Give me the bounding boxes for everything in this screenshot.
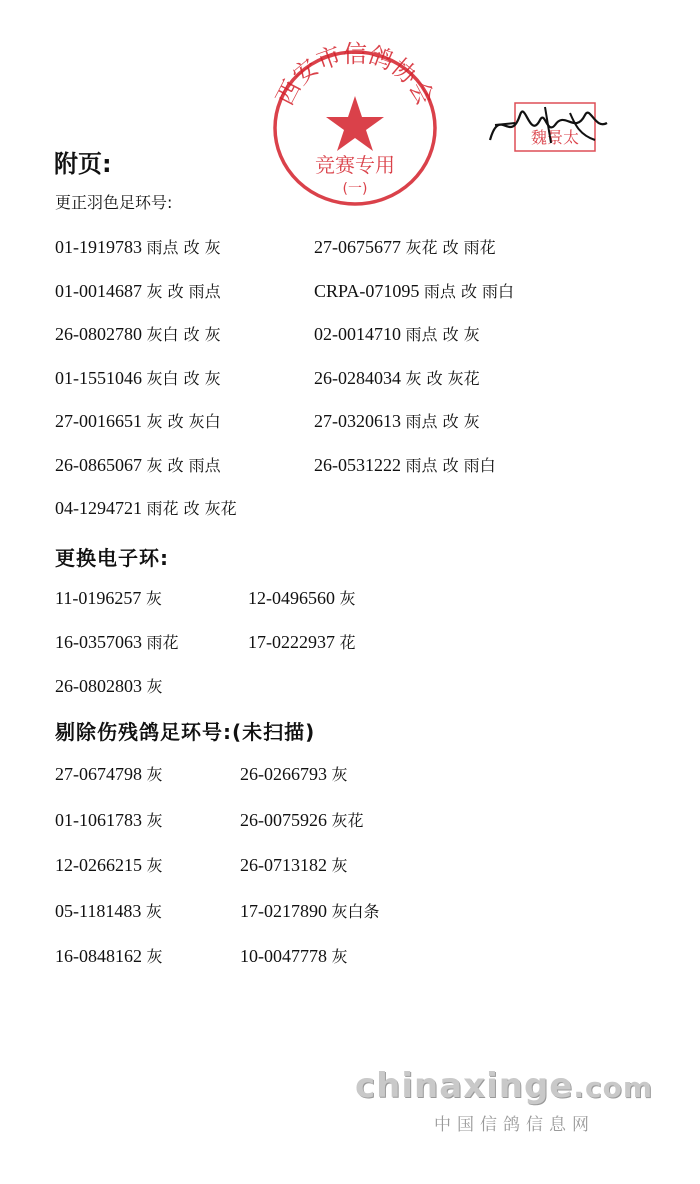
ring-number: 26-0802780 xyxy=(55,324,147,344)
ring-number: 01-0014687 xyxy=(55,280,147,301)
ring-entry xyxy=(240,944,348,967)
ring-number: 16-0357063 xyxy=(55,632,147,652)
ring-color-note: 灰 xyxy=(146,947,163,966)
ring-number: 27-0674798 xyxy=(55,764,147,784)
ring-entry xyxy=(55,453,221,476)
ring-number: 26-0075926 xyxy=(240,809,332,830)
ring-number: 27-0016651 xyxy=(55,411,147,431)
ring-entry xyxy=(248,586,356,609)
ring-entry xyxy=(55,279,221,302)
ring-number: 26-0284034 xyxy=(314,367,406,388)
ring-entry xyxy=(55,853,163,876)
watermark-site: chinaxinge.com xyxy=(355,1066,654,1106)
signature xyxy=(485,95,610,160)
ring-color-note: 灰白 改 灰 xyxy=(146,325,221,344)
ring-number: 01-1919783 xyxy=(55,237,147,257)
ring-number: 12-0496560 xyxy=(248,588,340,608)
ring-color-note: 灰 xyxy=(331,765,348,784)
ring-number: 10-0047778 xyxy=(240,946,332,966)
ring-number: CRPA-071095 xyxy=(314,280,424,301)
ring-entry xyxy=(248,630,356,653)
ring-color-note: 灰 xyxy=(146,765,163,784)
ring-entry xyxy=(55,630,179,653)
ring-color-note: 灰 xyxy=(145,589,162,608)
ring-color-note: 雨点 改 灰 xyxy=(405,412,480,431)
ring-color-note: 灰 xyxy=(339,589,356,608)
ring-color-note: 花 xyxy=(339,633,356,652)
ring-entry xyxy=(240,853,348,876)
ring-entry xyxy=(240,762,348,785)
ring-color-note: 雨点 改 灰 xyxy=(146,238,221,257)
ring-entry xyxy=(55,762,163,785)
ring-entry xyxy=(55,409,221,432)
ring-color-note: 灰 xyxy=(146,810,163,830)
ring-number: 11-0196257 xyxy=(55,588,146,608)
ring-color-note: 灰 改 灰白 xyxy=(146,412,221,431)
ring-entry xyxy=(55,496,237,519)
ring-color-note: 灰 xyxy=(331,856,348,875)
ring-number: 01-1061783 xyxy=(55,809,147,830)
ring-number: 26-0266793 xyxy=(240,764,332,784)
svg-text:魏景太: 魏景太 xyxy=(530,128,580,147)
ring-color-note: 灰白条 xyxy=(331,901,380,921)
ring-entry xyxy=(55,944,163,967)
ring-entry xyxy=(55,366,221,389)
ring-entry xyxy=(55,674,163,697)
ring-entry xyxy=(55,235,221,258)
ring-color-note: 灰花 xyxy=(331,810,364,830)
ring-color-note: 灰 xyxy=(331,947,348,966)
ring-entry xyxy=(314,409,480,432)
ring-entry xyxy=(314,453,496,476)
ring-entry xyxy=(314,235,496,258)
ring-number: 26-0865067 xyxy=(55,454,147,475)
ring-entry xyxy=(240,808,364,831)
ring-color-note: 灰白 改 灰 xyxy=(146,368,221,388)
ring-color-note: 灰 xyxy=(145,901,162,921)
seal-star-icon xyxy=(326,96,384,151)
ring-number: 26-0802803 xyxy=(55,676,147,696)
ring-entry xyxy=(240,899,380,922)
ring-number: 27-0320613 xyxy=(314,411,406,431)
section-correction-heading: 更正羽色足环号: xyxy=(55,193,173,212)
svg-text:(一): (一) xyxy=(342,181,368,197)
ring-color-note: 雨点 改 灰 xyxy=(405,325,480,344)
ring-number: 01-1551046 xyxy=(55,367,147,388)
ring-number: 04-1294721 xyxy=(55,498,147,518)
ring-number: 16-0848162 xyxy=(55,946,147,966)
ring-number: 26-0531222 xyxy=(314,454,406,475)
ring-entry xyxy=(314,366,480,389)
ring-color-note: 灰花 改 雨花 xyxy=(405,238,496,257)
page-title: 附页: xyxy=(54,150,112,178)
ring-number: 26-0713182 xyxy=(240,855,332,875)
ring-entry xyxy=(55,586,162,609)
section-removed-heading: 剔除伤残鸽足环号:(未扫描) xyxy=(55,720,316,744)
svg-text:竞赛专用: 竞赛专用 xyxy=(315,153,395,177)
ring-number: 17-0217890 xyxy=(240,900,332,921)
ring-entry xyxy=(55,899,162,922)
ring-color-note: 雨花 xyxy=(146,633,179,652)
ring-color-note: 灰 改 雨点 xyxy=(146,281,221,301)
official-seal xyxy=(265,40,445,210)
section-chip-ring-heading: 更换电子环: xyxy=(55,546,169,570)
ring-color-note: 灰 xyxy=(146,856,163,875)
ring-number: 05-1181483 xyxy=(55,900,146,921)
svg-text:西安市信鸽协会: 西安市信鸽协会 xyxy=(270,40,440,110)
ring-entry xyxy=(314,279,514,302)
ring-color-note: 雨花 改 灰花 xyxy=(146,499,237,518)
ring-entry xyxy=(55,808,163,831)
watermark-cn-name: 中国信鸽信息网 xyxy=(434,1115,595,1135)
ring-number: 02-0014710 xyxy=(314,324,406,344)
ring-number: 17-0222937 xyxy=(248,632,340,652)
ring-number: 27-0675677 xyxy=(314,237,406,257)
ring-number: 12-0266215 xyxy=(55,855,147,875)
ring-color-note: 雨点 改 雨白 xyxy=(405,455,496,475)
ring-entry xyxy=(55,322,221,345)
ring-color-note: 雨点 改 雨白 xyxy=(423,281,515,301)
ring-color-note: 灰 xyxy=(146,677,163,696)
ring-color-note: 灰 改 雨点 xyxy=(146,455,221,475)
ring-color-note: 灰 改 灰花 xyxy=(405,368,480,388)
ring-entry xyxy=(314,322,480,345)
